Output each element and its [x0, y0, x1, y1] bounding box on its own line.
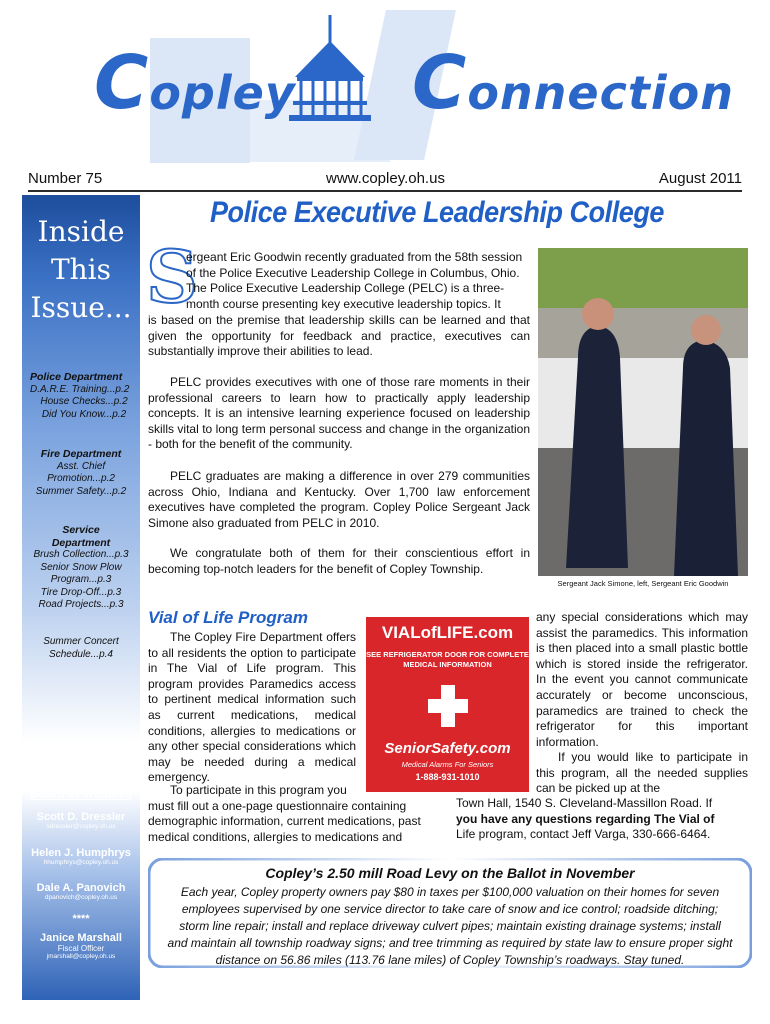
sidebar-section-heading: Department [51, 536, 111, 549]
levy-text [148, 884, 752, 969]
masthead-title-copley: Copley [94, 40, 296, 126]
pelc-paragraph-1-lines [186, 250, 530, 312]
vial-paragraph-3: any special considerations which may assist the paramedics. This information is then placed into a small plastic bottle which is stored inside the refrigerator. In the event you cannot communicate accurately or become unconscious, paramedics are trained to check the refrigerator for this important information. [536, 610, 748, 749]
ad-brand: VIALofLIFE.com [381, 623, 514, 642]
fiscal-officer-name: Janice Marshall [40, 932, 122, 944]
text-line: you have any questions regarding The Vial of [456, 811, 715, 826]
trustee-email[interactable]: hhumphrys@copley.oh.us [43, 859, 119, 866]
pelc-paragraph-4: We congratulate both of them for their conscientious effort in becoming top-notch leaders for the benefit of Copley Township. [148, 546, 530, 576]
trustee-name: Helen J. Humphrys [31, 847, 131, 859]
sidebar-item[interactable]: Asst. Chief [56, 460, 106, 472]
sidebar-section-heading: Fire Department [40, 448, 122, 460]
vial-paragraph-4: If you would like to participate in this program, all the needed supplies can be picked up at the [536, 750, 748, 796]
sidebar-section-heading: Police Department [30, 371, 123, 383]
photo-caption: Sergeant Jack Simone, left, Sergeant Eric Goodwin [557, 579, 729, 588]
text-line: Town Hall, 1540 S. Cleveland-Massillon Road. If [456, 796, 713, 810]
sidebar-item[interactable]: Road Projects...p.3 [38, 599, 124, 610]
sidebar-item[interactable]: Tire Drop-Off...p.3 [40, 586, 122, 598]
trustee-email[interactable]: sdressler@copley.oh.us [46, 823, 116, 830]
masthead-title-connection: Connection [412, 40, 734, 126]
levy-title: Copley’s 2.50 mill Road Levy on the Ballot in November [265, 865, 635, 881]
text-line: medical conditions, allergies to medications and [148, 829, 403, 844]
fiscal-officer-email[interactable]: jmarshall@copley.oh.us [46, 953, 116, 960]
sidebar-item[interactable]: Brush Collection...p.3 [33, 549, 129, 560]
trustee-entry [22, 847, 140, 866]
pelc-paragraph-3: PELC graduates are making a difference in over 279 communities across Ohio, Indiana and Kentucky. Over 1,700 law enforcement executives have completed the program. Copley Police Sergeant Jack Simone also graduated from PELC in 2010. [148, 469, 530, 530]
sidebar-item[interactable]: Did You Know...p.2 [41, 408, 127, 420]
text-line: must fill out a one-page questionnaire containing [148, 798, 407, 813]
trustee-entry [22, 882, 140, 901]
drop-cap: S [146, 234, 198, 319]
sidebar-section-heading: Service [62, 524, 100, 536]
vial-of-life-heading: Vial of Life Program [148, 608, 308, 627]
ad-partner-tagline: Medical Alarms For Seniors [401, 760, 494, 769]
sidebar [22, 195, 140, 1000]
officers-photo [538, 248, 748, 576]
sidebar-section-police [24, 371, 138, 421]
sidebar-item[interactable]: Senior Snow Plow [40, 561, 122, 573]
sidebar-title-line: Issue... [30, 291, 132, 324]
sidebar-title-line: Inside [37, 215, 125, 248]
text-line: and maintain all township roadway signs; and tree trimming as required by state law to ensure proper sight [167, 936, 733, 950]
sidebar-item[interactable]: Promotion...p.2 [47, 473, 115, 484]
text-line: of the Police Executive Leadership College in Columbus, Ohio. [186, 265, 520, 280]
pelc-paragraph-2: PELC provides executives with one of those rare moments in their professional careers to learn how to practically apply leadership concepts. It is an intensive learning experience focused on leadership skills vital to long term personal success and change in the organization - both for the benefit of the community. [148, 375, 530, 452]
sidebar-title-line: This [50, 253, 112, 286]
text-line: Life program, contact Jeff Varga, 330-666-6464. [456, 827, 711, 842]
website-link[interactable]: www.copley.oh.us [326, 170, 445, 187]
fiscal-officer-title: Fiscal Officer [57, 944, 105, 953]
text-line: demographic information, current medications, past [148, 814, 421, 829]
sidebar-item[interactable]: Schedule...p.4 [49, 648, 113, 660]
sidebar-item[interactable]: Summer Safety...p.2 [35, 485, 127, 497]
text-line: distance on 56.86 miles (113.76 lane miles) of Copley Township’s roadways. Stay tuned. [215, 953, 685, 967]
board-of-trustees-heading: Board of Trustees [29, 787, 133, 801]
road-levy-box [148, 858, 752, 968]
sidebar-item[interactable]: Summer Concert [43, 636, 119, 647]
vial-paragraph-4-tail [456, 796, 748, 843]
sidebar-item[interactable]: Program...p.3 [50, 574, 112, 585]
header-divider [28, 190, 742, 192]
sidebar-section-fire [24, 448, 138, 498]
medical-cross-icon [441, 685, 455, 727]
vial-paragraph-1: The Copley Fire Department offers to all residents the option to participate in The Vial of Life program. This program provides Paramedics access to pertinent medical information such as current medications, medical conditions, allergies to medications or any other special considerations which may be needed during a medical emergency. [148, 630, 356, 785]
text-line: Each year, Copley property owners pay $80 in taxes per $100,000 valuation on their homes for seven [180, 885, 720, 899]
trustee-entry [22, 811, 140, 830]
fiscal-officer-entry [22, 932, 140, 960]
separator: **** [72, 913, 90, 925]
issue-date: August 2011 [658, 170, 742, 187]
text-line: To participate in this program you [170, 783, 347, 797]
text-line: month course presenting key executive leadership topics. It [186, 296, 501, 311]
issue-number: Number 75 [28, 170, 103, 187]
trustee-email[interactable]: dpanovich@copley.oh.us [44, 894, 118, 901]
sidebar-item[interactable]: House Checks...p.2 [40, 396, 128, 407]
sidebar-section-service [24, 524, 138, 612]
pelc-paragraph-1: is based on the premise that leadership skills can be learned and that given the opportunity for feedback and practice, executives can substantially improve their abilities to lead. [148, 313, 530, 359]
trustee-name: Scott D. Dressler [36, 811, 126, 823]
text-line: employees supervised by one service director to take care of snow and ice control; roadside ditching; [181, 902, 719, 916]
ad-phone: 1-888-931-1010 [415, 772, 480, 782]
sidebar-section-concert [24, 636, 138, 661]
ad-partner: SeniorSafety.com [384, 740, 511, 757]
masthead [0, 0, 770, 165]
text-line: storm line repair; install and replace driveway culvert pipes; maintain existing drainage systems; install [179, 919, 721, 933]
text-line: The Police Executive Leadership College (PELC) is a three- [186, 281, 505, 296]
ad-tagline: SEE REFRIGERATOR DOOR FOR COMPLETE MEDICAL INFORMATION [366, 650, 529, 669]
vial-paragraph-2 [148, 783, 444, 845]
sidebar-item[interactable]: D.A.R.E. Training...p.2 [30, 383, 130, 395]
trustee-name: Dale A. Panovich [36, 882, 126, 894]
text-line: ergeant Eric Goodwin recently graduated from the 58th session [186, 250, 523, 264]
article-headline-pelc: Police Executive Leadership College [210, 196, 664, 229]
vial-of-life-ad [366, 617, 529, 792]
